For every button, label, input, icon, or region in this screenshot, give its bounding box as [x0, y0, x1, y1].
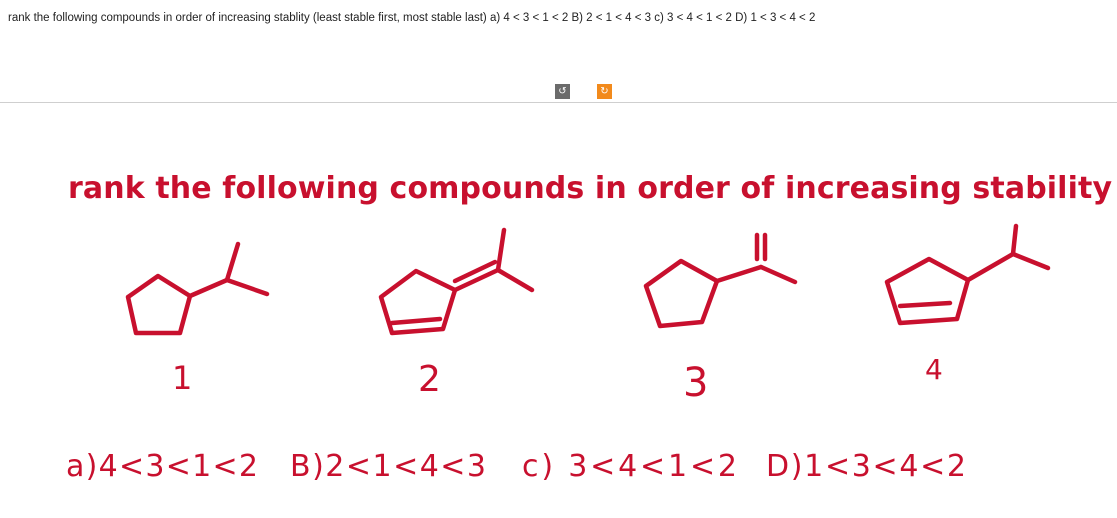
divider	[0, 102, 1117, 103]
option-b: B)2<1<4<3	[290, 449, 486, 484]
compound-label-3: 3	[683, 360, 709, 406]
compound-3-structure	[646, 235, 795, 326]
question-text: rank the following compounds in order of increasing stablity (least stable first, most stable last) a) 4 < 3 < 1 < 2 B) 2 < 1 < 4 < 3 c) 3 < 4 < 1 < 2 D) 1 < 3 < 4 < 2	[8, 12, 816, 24]
compound-4-structure	[887, 226, 1048, 323]
handwritten-question-image	[0, 104, 1117, 518]
compound-label-1: 1	[172, 359, 193, 397]
rotate-right-icon[interactable]: ↻	[597, 84, 612, 99]
compound-2-structure	[381, 230, 532, 333]
compound-1-structure	[128, 244, 267, 333]
rotate-left-icon[interactable]: ↺	[555, 84, 570, 99]
compound-label-2: 2	[418, 359, 441, 400]
compound-label-4: 4	[925, 353, 943, 386]
option-d: D)1<3<4<2	[766, 449, 966, 484]
option-a: a)4<3<1<2	[66, 449, 258, 484]
image-heading: rank the following compounds in order of increasing stability	[68, 171, 1113, 206]
option-c: c) 3<4<1<2	[522, 449, 737, 484]
